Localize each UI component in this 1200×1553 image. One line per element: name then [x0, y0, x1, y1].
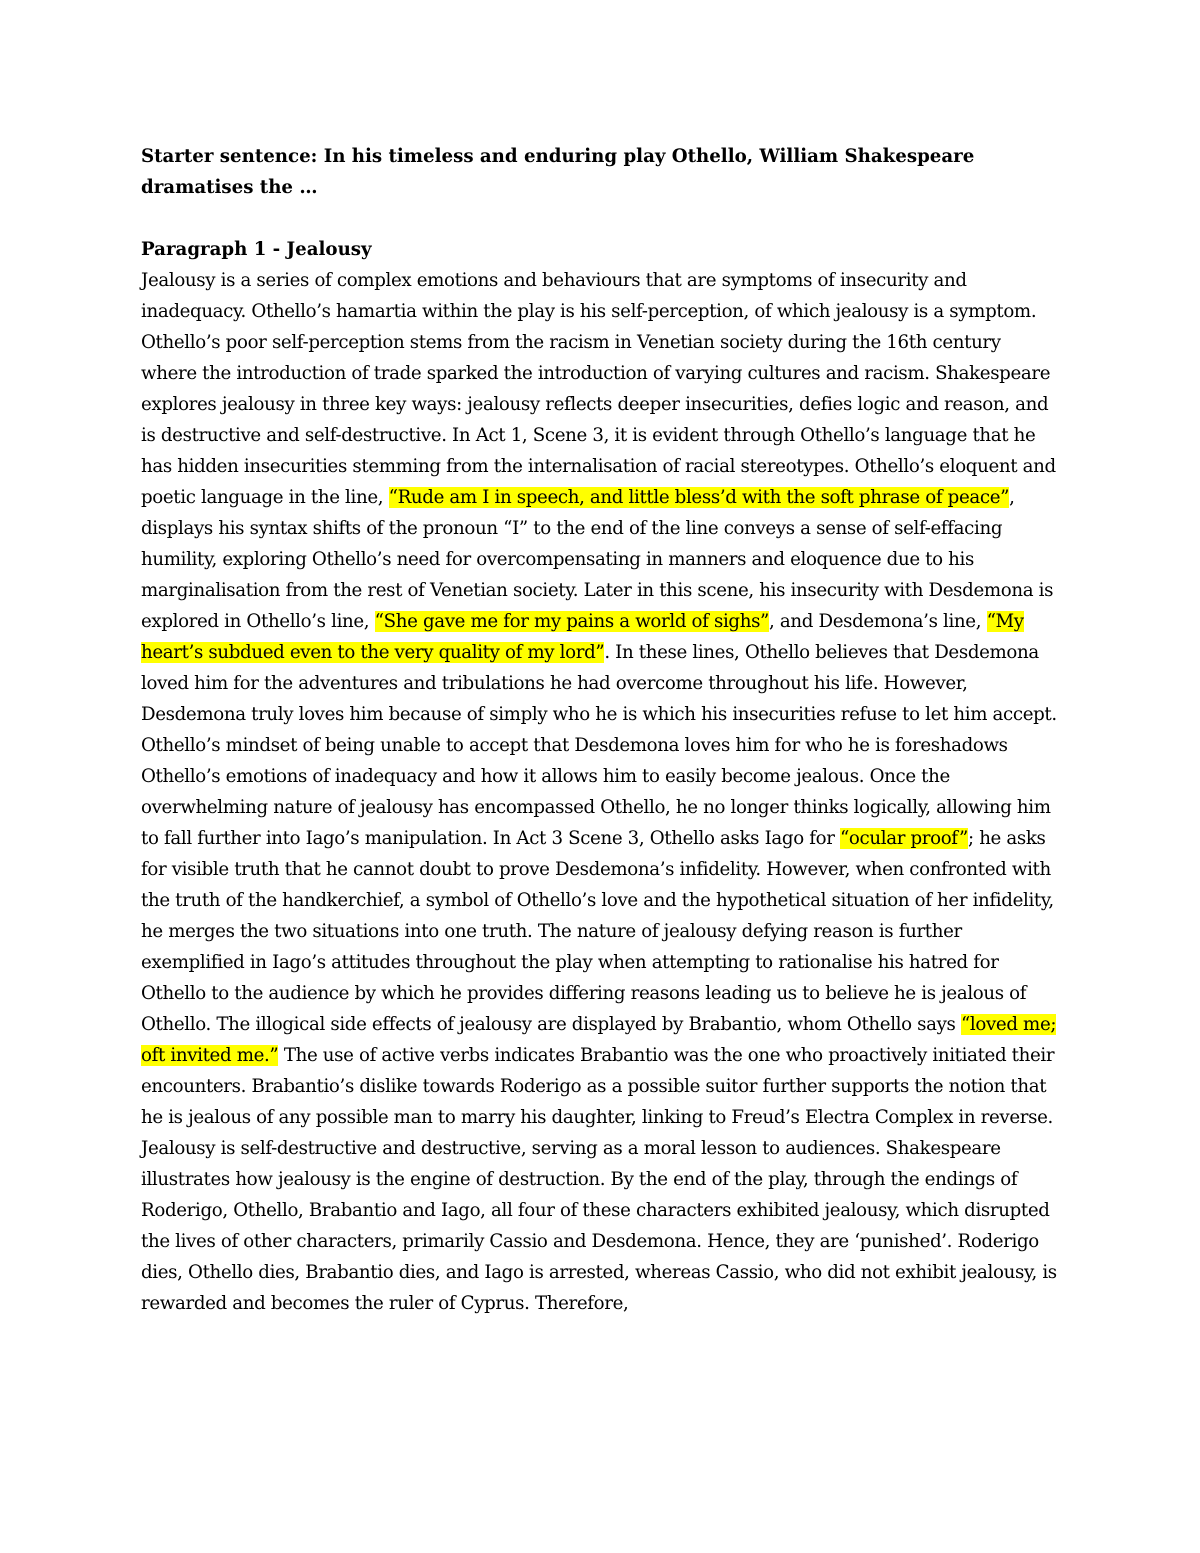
starter-sentence: Starter sentence: In his timeless and enduring play Othello, William Shakespeare dramatises the … — [141, 146, 975, 198]
body-text-segment: Jealousy is a series of complex emotions and behaviours that are symptoms of insecurity and inadequacy. Othello’s hamartia within the play is his self-perception, of which jealousy is a symptom. Othello’s poor self-perception stems from the racism in Venetian society during the 16th century where the introduction of trade sparked the introduction of varying cultures and racism. Shakespeare explores jealousy in three key ways: jealousy reflects deeper insecurities, defies logic and reason, and is destructive and self-destructive. In Act 1, Scene 3, it is evident through Othello’s language that he has hidden insecurities stemming from the internalisation of racial stereotypes. Othello’s eloquent and poetic language in the line, — [141, 270, 1056, 508]
body-text-segment: ; he asks for visible truth that he cannot doubt to prove Desdemona’s infidelity. However, when confronted with the truth of the handkerchief, a symbol of Othello’s love and the hypothetical situation of her infidelity, he merges the two situations into one truth. The nature of jealousy defying reason is further exemplified in Iago’s attitudes throughout the play when attempting to rationalise his hatred for Othello to the audience by which he provides differing reasons leading us to believe he is jealous of Othello. The illogical side effects of jealousy are displayed by Brabantio, whom Othello says — [141, 828, 1054, 1035]
body-text-segment: , displays his syntax shifts of the pronoun “I” to the end of the line conveys a sense of self-effacing humility, exploring Othello’s need for overcompensating in manners and eloquence due to his marginalisation from the rest of Venetian society. Later in this scene, his insecurity with Desdemona is explored in Othello’s line, — [141, 487, 1054, 632]
highlighted-quote: “My heart’s subdued even to the very quality of my lord” — [141, 611, 1024, 663]
document-page — [141, 141, 1061, 1319]
highlighted-quote: “ocular proof” — [839, 828, 968, 849]
body-text-segment: , and Desdemona’s line, — [769, 611, 987, 632]
highlighted-quote: “loved me; oft invited me.” — [141, 1014, 1057, 1066]
paragraph-heading: Paragraph 1 - Jealousy — [141, 239, 372, 260]
highlighted-quote: “Rude am I in speech, and little bless’d with the soft phrase of peace” — [388, 487, 1010, 508]
body-text-segment: . In these lines, Othello believes that Desdemona loved him for the adventures and tribulations he had overcome throughout his life. However, Desdemona truly loves him because of simply who he is which his insecurities refuse to let him accept. Othello’s mindset of being unable to accept that Desdemona loves him for who he is foreshadows Othello’s emotions of inadequacy and how it allows him to easily become jealous. Once the overwhelming nature of jealousy has encompassed Othello, he no longer thinks logically, allowing him to fall further into Iago’s manipulation. In Act 3 Scene 3, Othello asks Iago for — [141, 642, 1057, 849]
highlighted-quote: “She gave me for my pains a world of sighs” — [374, 611, 770, 632]
body-text-segment: The use of active verbs indicates Brabantio was the one who proactively initiated their encounters. Brabantio’s dislike towards Roderigo as a possible suitor further supports the notion that he is jealous of any possible man to marry his daughter, linking to Freud’s Electra Complex in reverse. Jealousy is self-destructive and destructive, serving as a moral lesson to audiences. Shakespeare illustrates how jealousy is the engine of destruction. By the end of the play, through the endings of Roderigo, Othello, Brabantio and Iago, all four of these characters exhibited jealousy, which disrupted the lives of other characters, primarily Cassio and Desdemona. Hence, they are ‘punished’. Roderigo dies, Othello dies, Brabantio dies, and Iago is arrested, whereas Cassio, who did not exhibit jealousy, is rewarded and becomes the ruler of Cyprus. Therefore, — [141, 1045, 1057, 1314]
paragraph-body — [141, 265, 1061, 1319]
